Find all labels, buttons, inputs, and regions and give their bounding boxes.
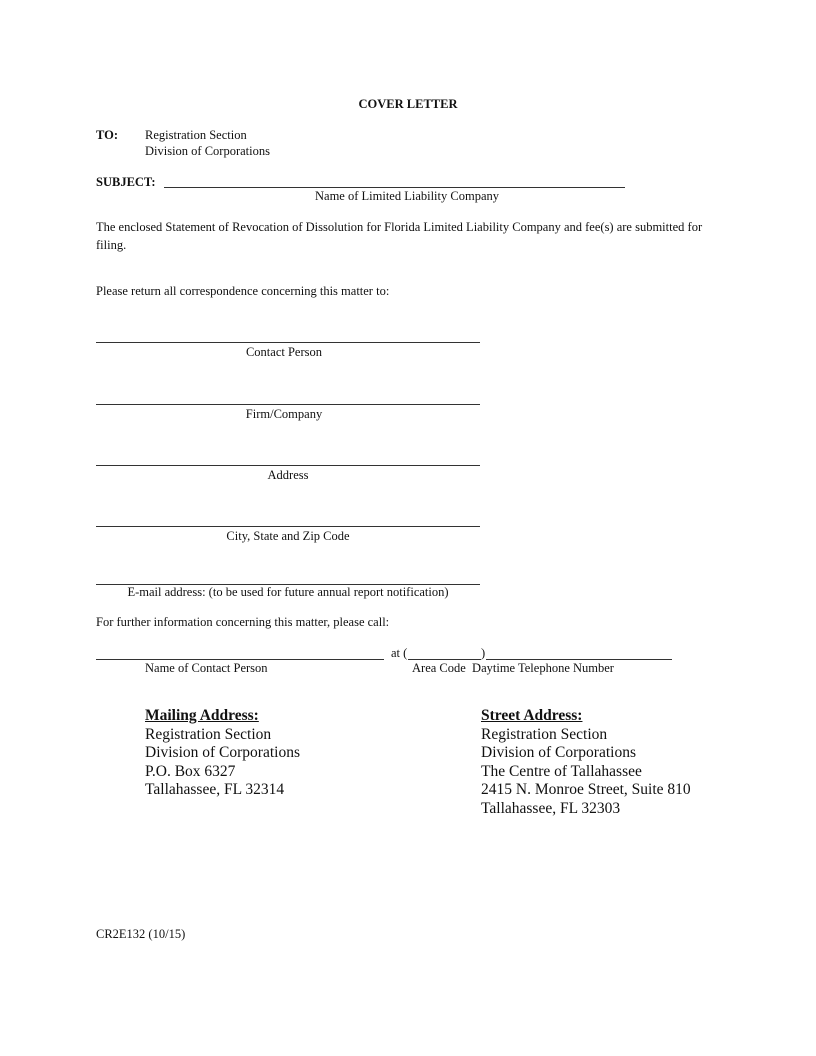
street-address-line: The Centre of Tallahassee [481,762,642,780]
subject-input-line[interactable] [164,187,625,188]
contact-person-caption: Contact Person [245,345,323,359]
close-paren: ) [481,646,486,660]
form-code: CR2E132 (10/15) [96,927,186,941]
street-address-line: Tallahassee, FL 32303 [481,799,621,817]
phone-caption: Area Code Daytime Telephone Number [412,661,614,675]
email-caption: E-mail address: (to be used for future annual report notification) [127,585,449,599]
mailing-address-heading: Mailing Address: [145,707,259,724]
street-address-line: Division of Corporations [481,744,636,761]
mailing-address-line: Tallahassee, FL 32314 [145,781,285,798]
city-state-zip-line[interactable] [96,526,480,527]
to-line-registration: Registration Section [145,128,247,142]
mailing-address-block [145,707,300,800]
street-address-line: Registration Section [481,725,608,743]
contact-person-line[interactable] [96,342,480,343]
contact-name-line[interactable] [96,659,384,660]
street-address-line: 2415 N. Monroe Street, Suite 810 [481,781,691,798]
to-line-division: Division of Corporations [145,144,270,158]
subject-caption: Name of Limited Liability Company [315,189,499,203]
at-label: at ( [391,646,408,660]
contact-name-caption: Name of Contact Person [145,661,268,675]
firm-company-caption: Firm/Company [245,407,323,421]
area-code-line[interactable] [408,659,481,660]
body-paragraph: The enclosed Statement of Revocation of Dissolution for Florida Limited Liability Company and fee(s) are submitted for filing. [96,220,703,252]
city-state-zip-caption: City, State and Zip Code [226,529,350,543]
mailing-address-line: P.O. Box 6327 [145,762,236,780]
street-address-block [481,707,691,818]
return-instruction: Please return all correspondence concerning this matter to: [96,284,390,298]
address-caption: Address [267,468,309,482]
mailing-address-line: Division of Corporations [145,744,300,761]
subject-label: SUBJECT: [96,175,156,189]
telephone-line[interactable] [486,659,672,660]
to-label: TO: [96,128,118,142]
street-address-heading: Street Address: [481,707,583,724]
address-line[interactable] [96,465,480,466]
page-title: COVER LETTER [358,97,458,111]
further-info-instruction: For further information concerning this matter, please call: [96,615,390,629]
firm-company-line[interactable] [96,404,480,405]
mailing-address-line: Registration Section [145,725,272,743]
